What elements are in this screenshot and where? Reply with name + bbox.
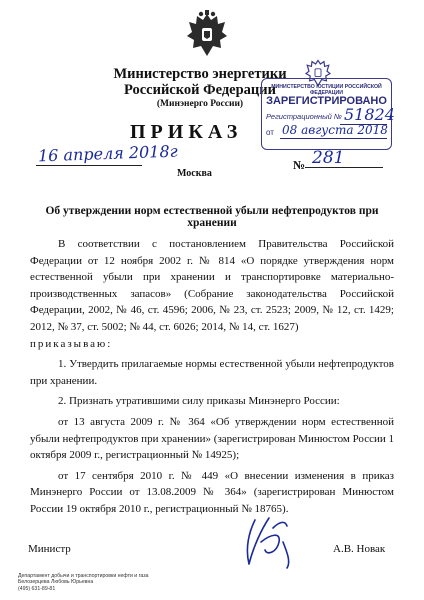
ministry-short-name: (Минэнерго России) bbox=[156, 99, 244, 109]
stamp-number-label: Регистрационный № bbox=[266, 112, 342, 121]
stamp-number-value: 51824 bbox=[344, 105, 395, 124]
document-type-title: ПРИКАЗ bbox=[130, 121, 243, 143]
order-subject: Об утверждении норм естественной убыли нефтепродуктов при хранении bbox=[45, 205, 379, 229]
signer-name: А.В. Новак bbox=[333, 543, 386, 555]
order-date-handwritten: 16 апреля 2018г bbox=[37, 141, 178, 166]
stamp-date-value: 08 августа 2018 bbox=[282, 123, 388, 137]
ministry-name-line1: Министерство энергетики bbox=[113, 66, 287, 82]
executor-department: Департамент добычи и транспортировки нефти и газа bbox=[18, 573, 149, 579]
stamp-status: ЗАРЕГИСТРИРОВАНО bbox=[266, 95, 387, 107]
body-item-2b: от 17 сентября 2010 г. № 449 «О внесении изменения в приказ Минэнерго России от 13.08.2009 № 364» (зарегистрирован Минюстом России 19 октября 2010 г., регистрационный № 18765). bbox=[30, 469, 394, 515]
order-date-underline bbox=[36, 165, 142, 166]
executor-name: Белозерцева Любовь Юрьевна bbox=[18, 579, 94, 586]
body-order-word: приказываю: bbox=[30, 337, 113, 350]
coat-of-arms-icon bbox=[185, 10, 229, 60]
body-item-2: 2. Признать утратившими силу приказы Минэнерго России: bbox=[58, 395, 340, 408]
handwritten-signature bbox=[225, 512, 315, 570]
executor-phone: (495) 631-89-81 bbox=[18, 585, 56, 592]
registration-stamp bbox=[261, 78, 395, 150]
stamp-date-label: от bbox=[266, 128, 274, 137]
order-number-handwritten: 281 bbox=[312, 148, 345, 168]
body-item-1: 1. Утвердить прилагаемые нормы естественной убыли нефтепродуктов при хранении. bbox=[30, 358, 394, 387]
order-number-sign: № bbox=[293, 158, 306, 172]
stamp-date-underline bbox=[280, 138, 387, 139]
order-city: Москва bbox=[177, 168, 212, 179]
body-preamble: В соответствии с постановлением Правительства Российской Федерации от 12 ноября 2002 г. № 814 «О порядке утверждения норм естественной убыли при хранении и транспортировке материально-производственных запасов» (Собрание законодательства Российской Федерации, 2002, № 46, ст. 4596; 2006, № 23, ст. 2523; 2009, № 12, ст. 1429; 2012, № 37, ст. 5002; № 44, ст. 6026; 2014, № 14, ст. 1627) bbox=[30, 238, 394, 333]
stamp-organization: МИНИСТЕРСТВО ЮСТИЦИИ РОССИЙСКОЙ ФЕДЕРАЦИИ bbox=[271, 84, 382, 96]
order-body bbox=[30, 236, 394, 518]
signer-title: Министр bbox=[28, 543, 71, 555]
order-number-underline bbox=[305, 167, 383, 168]
body-item-2a: от 13 августа 2009 г. № 364 «Об утверждении норм естественной убыли нефтепродуктов при хранении» (зарегистрирован Минюстом России 1 октября 2009 г., регистрационный № 14925); bbox=[30, 415, 394, 462]
executor-info bbox=[18, 573, 218, 592]
ministry-name-line2: Российской Федерации bbox=[123, 82, 276, 98]
